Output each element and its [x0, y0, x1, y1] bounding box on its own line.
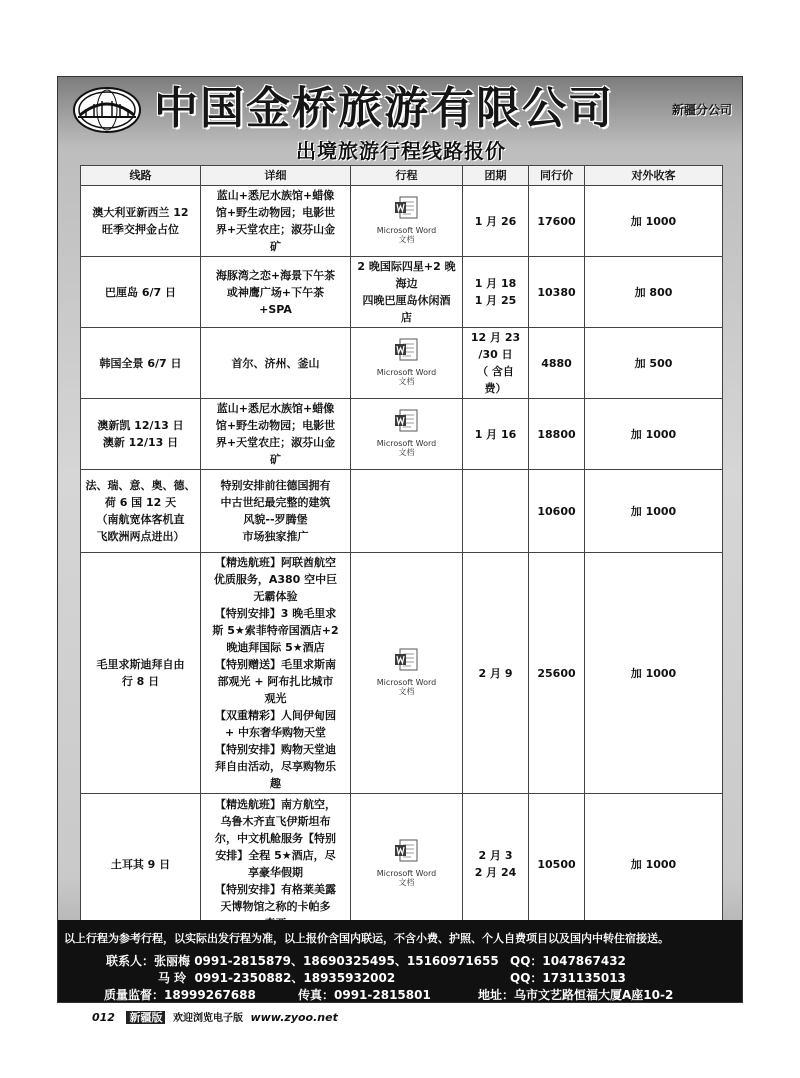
- detail-cell-line: 蓝山+悉尼水族馆+蜡像: [216, 189, 335, 202]
- contact-2: 0991-2350882、18935932002: [194, 971, 396, 985]
- bottom-line: [92, 1009, 338, 1025]
- detail-cell-line: 享豪华假期: [248, 866, 303, 879]
- peer-price-cell: 10500: [529, 794, 585, 935]
- detail-cell-line: 晚迪拜国际 5★酒店: [226, 641, 325, 654]
- dates-cell-line: 1 月 16: [474, 427, 517, 441]
- route-cell-line: 法、瑞、意、奥、德、: [85, 479, 196, 492]
- route-cell: [81, 553, 201, 794]
- detail-cell-line: 中古世纪最完整的建筑: [220, 496, 331, 509]
- route-cell-line: 行 8 日: [121, 675, 160, 688]
- detail-cell-line: 【特别安排】3 晚毛里求: [214, 607, 337, 620]
- contact-1: 张丽梅 0991-2815879、18690325495、15160971655: [154, 954, 499, 968]
- detail-cell-line: 馆+野生动物园；电影世: [215, 206, 336, 219]
- word-icon-label-2: 文档: [398, 686, 415, 696]
- detail-cell-line: 斯 5★索菲特帝国酒店+2: [212, 624, 339, 637]
- col-header-itinerary: 行程: [351, 166, 463, 186]
- route-cell-line: （南航宽体客机直: [96, 513, 185, 526]
- table-row: [81, 470, 723, 553]
- table-header-row: [81, 166, 723, 186]
- dates-cell: [463, 553, 529, 794]
- word-icon-label: Microsoft Word: [376, 438, 437, 448]
- address: 地址：乌市文艺路恒福大厦A座10-2: [478, 988, 674, 1002]
- itinerary-cell[interactable]: [351, 328, 463, 399]
- itinerary-cell: [351, 257, 463, 328]
- word-icon-label: Microsoft Word: [376, 868, 437, 878]
- brochure-page: [57, 76, 743, 1003]
- dates-cell-line: 1 月 25: [474, 294, 517, 307]
- company-globe-logo-icon: [72, 85, 142, 135]
- word-icon-label-2: 文档: [398, 234, 415, 244]
- route-price-table: [80, 165, 723, 935]
- dates-cell: [463, 328, 529, 399]
- table-row: [81, 553, 723, 794]
- detail-cell-line: 风貌--罗腾堡: [243, 513, 308, 526]
- table-row: [81, 328, 723, 399]
- route-cell: [81, 257, 201, 328]
- col-header-retail: 对外收客: [585, 166, 723, 186]
- detail-cell: [201, 328, 351, 399]
- detail-cell-line: 部观光 + 阿布扎比城市: [217, 675, 334, 688]
- dates-cell: [463, 794, 529, 935]
- detail-cell: [201, 186, 351, 257]
- itinerary-cell[interactable]: [351, 186, 463, 257]
- word-icon-label: Microsoft Word: [376, 367, 437, 377]
- peer-price-cell: 18800: [529, 399, 585, 470]
- detail-cell-line: 界+天堂农庄；淑芬山金: [215, 223, 336, 236]
- route-cell-line: 巴厘岛 6/7 日: [105, 285, 176, 299]
- route-cell-line: 荷 6 国 12 天: [104, 496, 177, 509]
- route-cell-line: 土耳其 9 日: [110, 857, 171, 871]
- contact-label: 联系人：: [106, 954, 155, 968]
- route-cell: [81, 328, 201, 399]
- word-icon-label: Microsoft Word: [376, 225, 437, 235]
- contact-row-2: [158, 969, 395, 986]
- edition-badge: 新疆版: [126, 1011, 165, 1024]
- detail-cell: [201, 794, 351, 935]
- detail-cell-line: 拜自由活动，尽享购物乐: [215, 760, 336, 773]
- detail-cell-line: 观光: [264, 692, 287, 705]
- retail-price-cell: 加 1000: [585, 470, 723, 553]
- detail-cell: [201, 257, 351, 328]
- website-link[interactable]: www.zyoo.net: [250, 1011, 338, 1024]
- detail-cell-line: 界+天堂农庄；淑芬山金: [215, 436, 336, 449]
- itinerary-cell[interactable]: [351, 794, 463, 935]
- itinerary-cell-line: 店: [401, 311, 412, 324]
- itinerary-cell-line: 四晚巴厘岛休闲酒: [362, 294, 451, 307]
- detail-cell-line: 【双重精彩】人间伊甸园: [215, 709, 336, 722]
- word-document-attachment[interactable]: [370, 196, 444, 244]
- dates-cell: [463, 399, 529, 470]
- retail-price-cell: 加 500: [585, 328, 723, 399]
- fax: 传真：0991-2815801: [298, 988, 431, 1002]
- col-header-peer-price: 同行价: [529, 166, 585, 186]
- detail-cell-line: 尔，中文机舱服务【特别: [215, 832, 336, 845]
- dates-cell-line: 1 月 26: [474, 214, 517, 228]
- detail-cell-line: 首尔、济州、釜山: [231, 356, 320, 370]
- detail-cell-line: 市场独家推广: [242, 530, 309, 543]
- dates-cell-line: 2 月 3: [478, 849, 513, 862]
- dates-cell: [463, 257, 529, 328]
- footer-contact-panel: [58, 920, 743, 1003]
- qq-1: QQ：1047867432: [510, 954, 626, 968]
- route-cell-line: 澳新 12/13 日: [102, 436, 179, 449]
- table-row: [81, 794, 723, 935]
- word-document-icon[interactable]: [394, 648, 420, 672]
- word-icon-label-2: 文档: [398, 877, 415, 887]
- retail-price-cell: 加 800: [585, 257, 723, 328]
- detail-cell-line: 【特别赠送】毛里求斯南: [215, 658, 336, 671]
- detail-cell: [201, 470, 351, 553]
- detail-cell-line: 无霸体验: [253, 590, 298, 603]
- col-header-route: 线路: [81, 166, 201, 186]
- detail-cell-line: 优质服务，A380 空中巨: [213, 573, 338, 586]
- page-subtitle: 出境旅游行程线路报价: [296, 139, 506, 163]
- word-document-icon[interactable]: [394, 409, 420, 433]
- table-row: [81, 257, 723, 328]
- detail-cell-line: + 中东奢华购物天堂: [224, 726, 327, 739]
- contact-2-name: 马 玲: [158, 971, 187, 985]
- peer-price-cell: 17600: [529, 186, 585, 257]
- peer-price-cell: 10380: [529, 257, 585, 328]
- itinerary-cell-line: 海边: [395, 277, 418, 290]
- word-document-attachment[interactable]: [370, 338, 444, 386]
- itinerary-cell-line: 2 晚国际四星+2 晚: [357, 260, 456, 273]
- dates-cell-line: 2 月 24: [474, 866, 517, 879]
- route-cell: [81, 186, 201, 257]
- detail-cell-line: 【特别安排】有格莱美露: [215, 883, 336, 896]
- company-name: 中国金桥旅游有限公司: [154, 83, 614, 134]
- slogan: 欢迎浏览电子版: [172, 1013, 243, 1024]
- itinerary-cell[interactable]: [351, 553, 463, 794]
- detail-cell-line: 安排】全程 5★酒店，尽: [215, 849, 336, 862]
- word-icon-label-2: 文档: [398, 447, 415, 457]
- detail-cell-line: 乌鲁木齐直飞伊斯坦布: [220, 815, 331, 828]
- word-document-attachment[interactable]: [370, 839, 444, 887]
- detail-cell: [201, 399, 351, 470]
- word-document-attachment[interactable]: [370, 648, 444, 696]
- itinerary-cell: [351, 470, 463, 553]
- page-number: 012: [92, 1011, 115, 1024]
- col-header-detail: 详细: [201, 166, 351, 186]
- detail-cell: [201, 553, 351, 794]
- header: [58, 77, 743, 165]
- quality-supervision: 质量监督：18999267688: [104, 988, 256, 1002]
- route-cell-line: 澳新凯 12/13 日: [97, 419, 184, 432]
- table-row: [81, 186, 723, 257]
- detail-cell-line: 【精选航班】南方航空，: [215, 798, 336, 811]
- peer-price-cell: 25600: [529, 553, 585, 794]
- detail-cell-line: 【特别安排】购物天堂迪: [215, 743, 336, 756]
- route-cell-line: 旺季交押金占位: [102, 223, 179, 236]
- contact-row-1: [106, 952, 499, 969]
- retail-price-cell: 加 1000: [585, 553, 723, 794]
- dates-cell-line: 费）: [484, 382, 507, 395]
- detail-cell-line: 或神鹰广场+下午茶: [226, 285, 325, 299]
- word-document-icon[interactable]: [394, 338, 420, 362]
- detail-cell-line: 海豚湾之恋+海景下午茶: [215, 268, 336, 282]
- qq-2: QQ：1731135013: [510, 971, 626, 985]
- detail-cell-line: 矿: [270, 240, 281, 253]
- retail-price-cell: 加 1000: [585, 186, 723, 257]
- col-header-dates: 团期: [463, 166, 529, 186]
- detail-cell-line: 天博物馆之称的卡帕多: [220, 900, 331, 913]
- route-cell: [81, 470, 201, 553]
- detail-cell-line: 【精选航班】阿联酋航空: [215, 556, 336, 569]
- retail-price-cell: 加 1000: [585, 794, 723, 935]
- route-cell-line: 澳大利亚新西兰 12: [92, 206, 189, 219]
- word-icon-label-2: 文档: [398, 376, 415, 386]
- dates-cell-line: 12 月 23: [470, 331, 521, 344]
- peer-price-cell: 4880: [529, 328, 585, 399]
- route-cell-line: 韩国全景 6/7 日: [99, 356, 182, 370]
- dates-cell-line: （ 含自: [477, 365, 514, 378]
- retail-price-cell: 加 1000: [585, 399, 723, 470]
- peer-price-cell: 10600: [529, 470, 585, 553]
- detail-cell-line: 蓝山+悉尼水族馆+蜡像: [216, 402, 335, 415]
- branch-name: 新疆分公司: [671, 103, 732, 117]
- route-cell: [81, 794, 201, 935]
- itinerary-cell[interactable]: [351, 399, 463, 470]
- dates-cell-line: 2 月 9: [478, 666, 513, 680]
- detail-cell-line: 特别安排前往德国拥有: [220, 479, 331, 492]
- route-cell-line: 飞欧洲两点进出）: [96, 530, 185, 543]
- dates-cell-line: 1 月 18: [474, 277, 517, 290]
- detail-cell-line: 馆+野生动物园；电影世: [215, 419, 336, 432]
- disclaimer-text: 以上行程为参考行程，以实际出发行程为准，以上报价含国内联运，不含小费、护照、个人自费项目以及国内中转住宿接送。: [64, 932, 669, 945]
- table-row: [81, 399, 723, 470]
- word-document-attachment[interactable]: [370, 409, 444, 457]
- dates-cell-line: /30 日: [478, 348, 513, 361]
- word-document-icon[interactable]: [394, 196, 420, 220]
- route-cell-line: 毛里求斯迪拜自由: [96, 658, 185, 671]
- detail-cell-line: 矿: [270, 453, 281, 466]
- word-icon-label: Microsoft Word: [376, 677, 437, 687]
- detail-cell-line: 趣: [270, 777, 281, 790]
- detail-cell-line: +SPA: [259, 302, 292, 316]
- dates-cell: [463, 470, 529, 553]
- dates-cell: [463, 186, 529, 257]
- route-cell: [81, 399, 201, 470]
- word-document-icon[interactable]: [394, 839, 420, 863]
